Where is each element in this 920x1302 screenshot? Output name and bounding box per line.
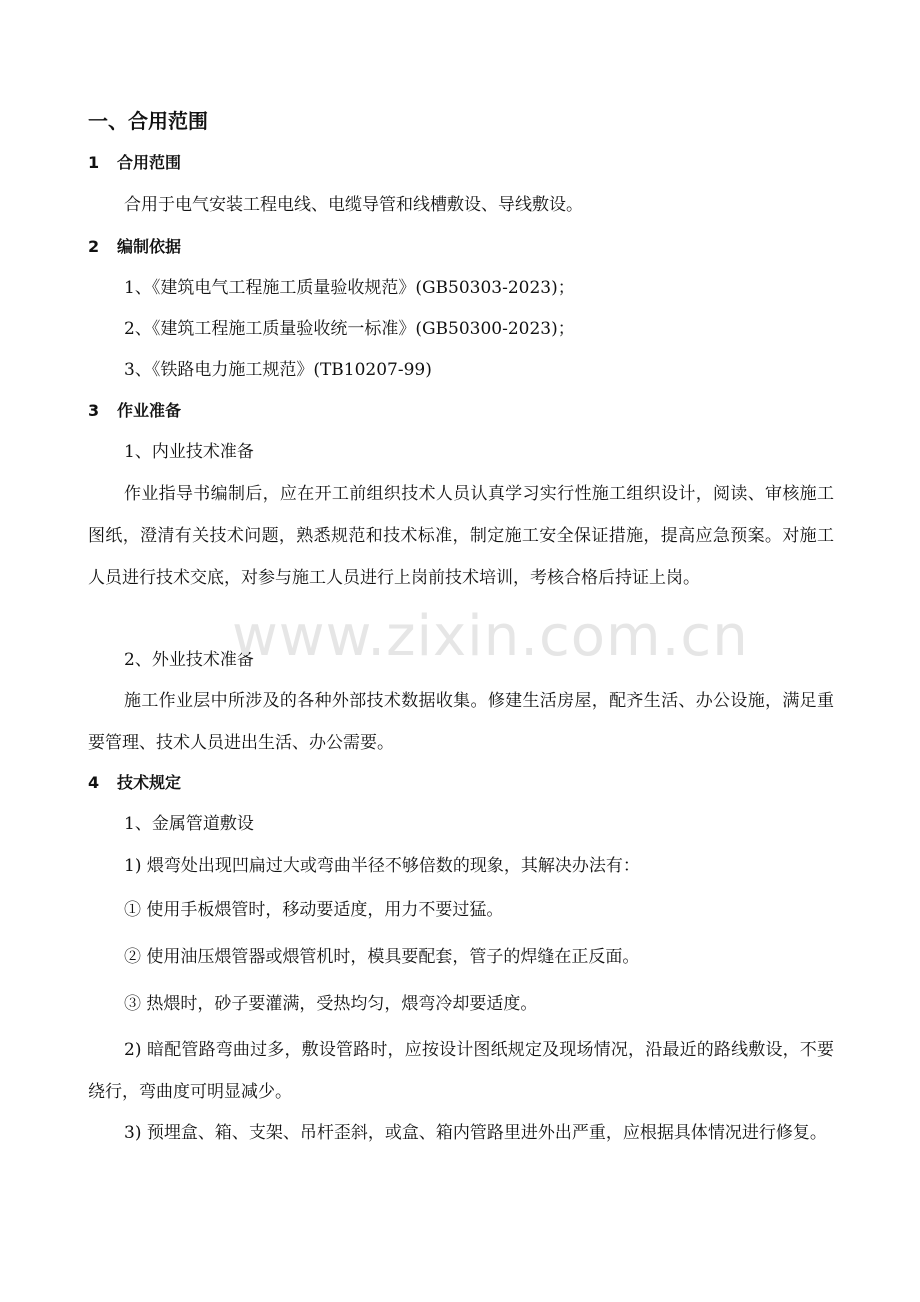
subsection-heading: 1、内业技术准备 <box>124 442 254 462</box>
section-heading-4 <box>88 762 834 804</box>
section-number: 4 <box>88 773 100 792</box>
section-heading-3 <box>88 390 834 432</box>
section-heading-2 <box>88 226 834 268</box>
subsection-heading: 2、外业技术准备 <box>124 650 254 670</box>
section-title: 作业准备 <box>117 401 182 420</box>
section-title: 技术规定 <box>117 773 182 792</box>
page-heading: 一、合用范围 <box>88 109 208 133</box>
watermark: www.zixin.com.cn <box>232 604 749 669</box>
list-item: 3) 预埋盒、箱、支架、吊杆歪斜，或盒、箱内管路里进外出严重，应根据具体情况进行修复。 <box>124 1123 827 1143</box>
sub-list-item: ① 使用手板煨管时，移动要适度，用力不要过猛。 <box>124 900 504 920</box>
sub-list-item: ② 使用油压煨管器或煨管机时，模具要配套，管子的焊缝在正反面。 <box>124 947 640 967</box>
section-title: 编制依据 <box>117 237 182 256</box>
list-item: 2) 暗配管路弯曲过多，敷设管路时，应按设计图纸规定及现场情况，沿最近的路线敷设，不要绕行，弯曲度可明显减少。 <box>88 1040 834 1102</box>
section-heading-1 <box>88 142 834 184</box>
section-number: 3 <box>88 401 100 420</box>
subsection-heading: 1、金属管道敷设 <box>124 814 254 834</box>
scope-text: 合用于电气安装工程电线、电缆导管和线槽敷设、导线敷设。 <box>124 195 583 215</box>
reference-item: 2、《建筑工程施工质量验收统一标准》(GB50300-2023)； <box>124 319 575 339</box>
reference-item: 3、《铁路电力施工规范》(TB10207-99) <box>124 360 432 380</box>
paragraph-internal-prep: 作业指导书编制后，应在开工前组织技术人员认真学习实行性施工组织设计，阅读、审核施工图纸，澄清有关技术问题，熟悉规范和技术标准，制定施工安全保证措施，提高应急预案。对施工人员进行技术交底，对参与施工人员进行上岗前技术培训，考核合格后持证上岗。 <box>88 484 834 588</box>
sub-list-item: ③ 热煨时，砂子要灌满，受热均匀，煨弯冷却要适度。 <box>124 994 538 1014</box>
section-title: 合用范围 <box>117 153 182 172</box>
section-number: 1 <box>88 153 100 172</box>
paragraph-external-prep: 施工作业层中所涉及的各种外部技术数据收集。修建生活房屋，配齐生活、办公设施，满足重要管理、技术人员进出生活、办公需要。 <box>88 691 834 753</box>
reference-item: 1、《建筑电气工程施工质量验收规范》(GB50303-2023)； <box>124 278 575 298</box>
section-number: 2 <box>88 237 100 256</box>
list-item: 1) 煨弯处出现凹扁过大或弯曲半径不够倍数的现象，其解决办法有： <box>124 856 640 876</box>
